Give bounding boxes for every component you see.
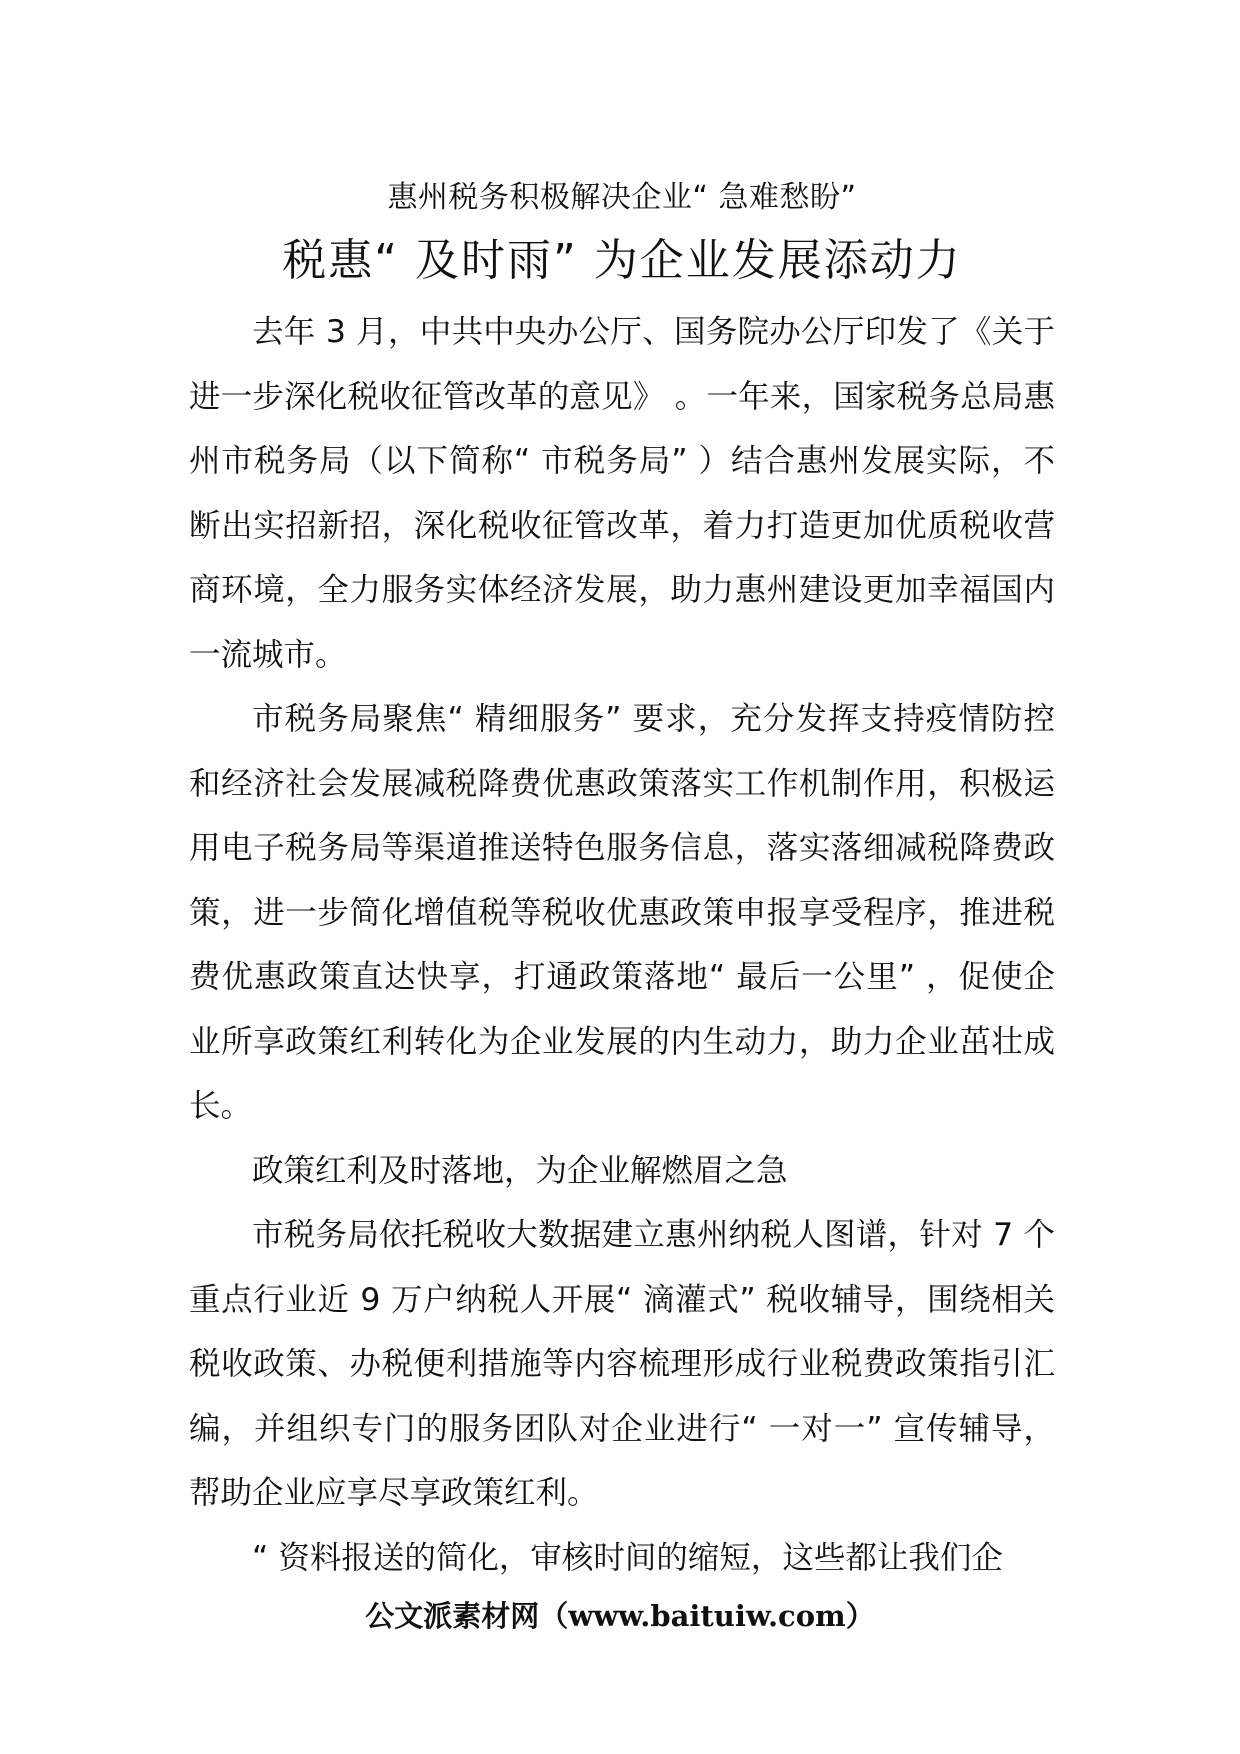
- document-subtitle: 惠州税务积极解决企业“ 急难愁盼”: [387, 180, 857, 215]
- document-body: [189, 170, 1055, 1590]
- section-heading: 政策红利及时落地，为企业解燃眉之急: [252, 1152, 788, 1189]
- paragraph-2: 市税务局聚焦“ 精细服务” 要求，充分发挥支持疫情防控和经济社会发展减税降费优惠政策落实工作机制作用，积极运用电子税务局等渠道推送特色服务信息，落实落细减税降费政策，进一步简化增值税等税收优惠政策申报享受程序，推进税费优惠政策直达快享，打通政策落地“ 最后一公里” ，促使企业所享政策红利转化为企业发展的内生动力，助力企业茁壮成长。: [189, 701, 1055, 1124]
- document-title: 税惠“ 及时雨” 为企业发展添动力: [282, 235, 962, 286]
- paragraph-4: “ 资料报送的简化，审核时间的缩短，这些都让我们企: [252, 1539, 1003, 1576]
- paragraph-1: 去年 3 月，中共中央办公厅、国务院办公厅印发了《关于进一步深化税收征管改革的意见》 。一年来，国家税务总局惠州市税务局（以下简称“ 市税务局” ）结合惠州发展实际，不断出实招新招，深化税收征管改革，着力打造更加优质税收营商环境，全力服务实体经济发展，助力惠州建设更加幸福国内一流城市。: [189, 314, 1055, 673]
- paragraph-3: 市税务局依托税收大数据建立惠州纳税人图谱，针对 7 个重点行业近 9 万户纳税人开展“ 滴灌式” 税收辅导，围绕相关税收政策、办税便利措施等内容梳理形成行业税费政策指引汇编，并组织专门的服务团队对企业进行“ 一对一” 宣传辅导，帮助企业应享尽享政策红利。: [189, 1217, 1055, 1511]
- footer-watermark: 公文派素材网（www.baituiw.com）: [365, 1599, 875, 1633]
